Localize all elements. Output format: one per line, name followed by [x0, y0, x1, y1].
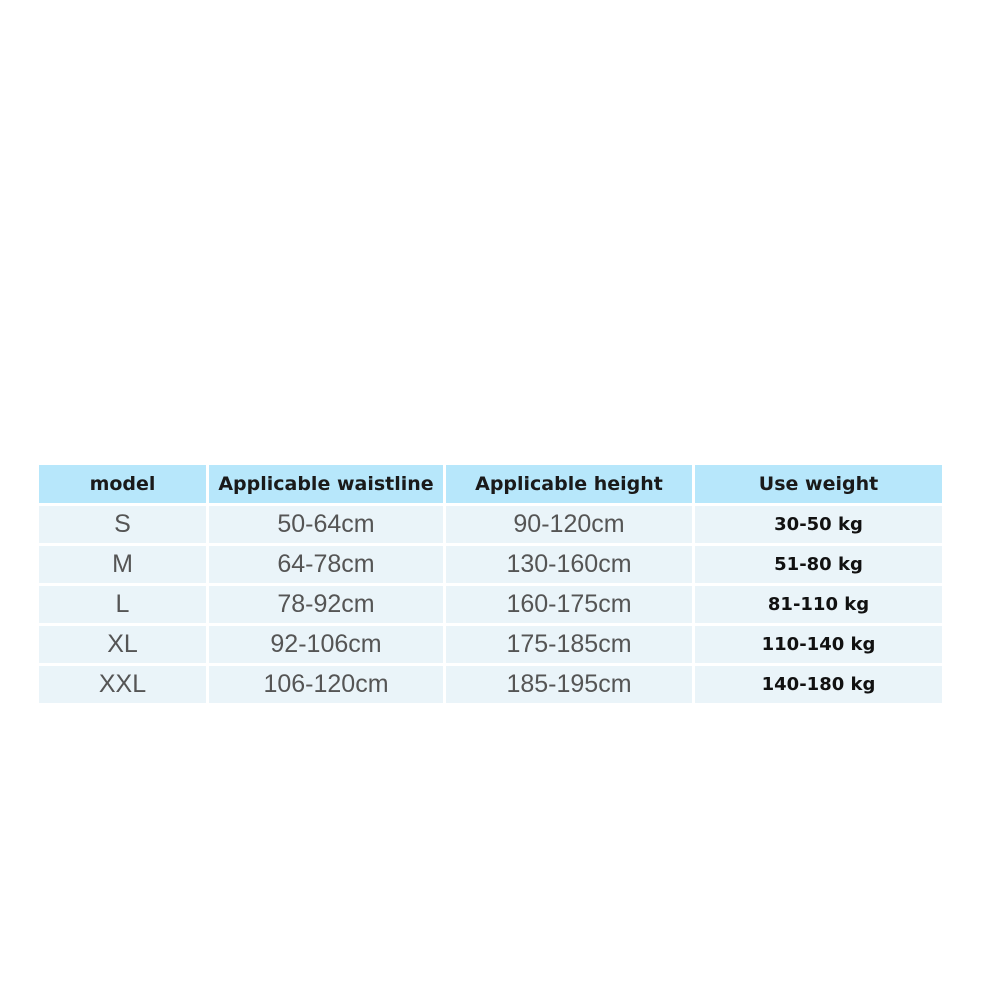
- table-row: [39, 626, 942, 666]
- cell-weight: 51-80 kg: [695, 546, 942, 586]
- table-row: [39, 546, 942, 586]
- cell-weight: 110-140 kg: [695, 626, 942, 666]
- cell-model: M: [39, 546, 209, 586]
- cell-height: 90-120cm: [446, 506, 695, 546]
- cell-height: 130-160cm: [446, 546, 695, 586]
- table-header-row: [39, 465, 942, 506]
- cell-height: 185-195cm: [446, 666, 695, 706]
- table-row: [39, 506, 942, 546]
- cell-weight: 140-180 kg: [695, 666, 942, 706]
- cell-waistline: 50-64cm: [209, 506, 446, 546]
- header-weight: Use weight: [695, 465, 942, 506]
- header-waistline: Applicable waistline: [209, 465, 446, 506]
- cell-model: S: [39, 506, 209, 546]
- cell-model: XL: [39, 626, 209, 666]
- header-height: Applicable height: [446, 465, 695, 506]
- cell-model: L: [39, 586, 209, 626]
- cell-waistline: 92-106cm: [209, 626, 446, 666]
- cell-model: XXL: [39, 666, 209, 706]
- cell-waistline: 106-120cm: [209, 666, 446, 706]
- cell-waistline: 64-78cm: [209, 546, 446, 586]
- size-chart-table: [39, 465, 942, 706]
- table-row: [39, 586, 942, 626]
- cell-weight: 81-110 kg: [695, 586, 942, 626]
- cell-height: 160-175cm: [446, 586, 695, 626]
- cell-height: 175-185cm: [446, 626, 695, 666]
- table-row: [39, 666, 942, 706]
- cell-waistline: 78-92cm: [209, 586, 446, 626]
- cell-weight: 30-50 kg: [695, 506, 942, 546]
- header-model: model: [39, 465, 209, 506]
